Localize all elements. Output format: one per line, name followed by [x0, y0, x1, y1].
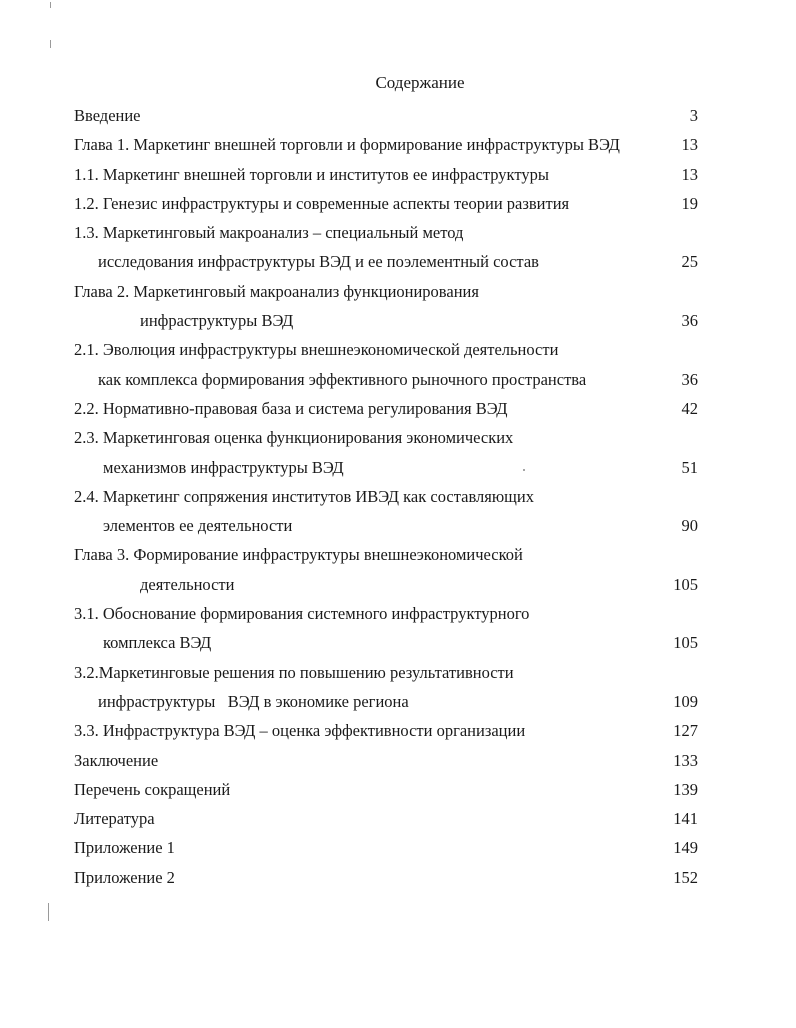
toc-entry-text: 2.2. Нормативно-правовая база и система регулирования ВЭД: [74, 398, 508, 418]
toc-entry-page: 127: [673, 721, 698, 741]
toc-entry: [74, 863, 698, 892]
toc-entry-text: механизмов инфраструктуры ВЭД: [103, 457, 344, 477]
scan-mark-top-2: [50, 40, 51, 48]
toc-entry-page: 141: [673, 809, 698, 829]
toc-entry: [74, 716, 698, 745]
toc-entry-text: комплекса ВЭД: [103, 633, 212, 653]
toc-entry-text: Введение: [74, 106, 141, 125]
toc-entry: [74, 189, 698, 218]
toc-entry: [74, 746, 698, 775]
toc-entry-text: 1.3. Маркетинговый макроанализ – специальный метод: [74, 223, 464, 243]
toc-entry-page: 105: [673, 574, 698, 594]
toc-entry: [74, 335, 698, 364]
toc-entry-text: Глава 3. Формирование инфраструктуры внешнеэкономической: [74, 545, 523, 565]
toc-entry-text: 1.2. Генезис инфраструктуры и современные аспекты теории развития: [74, 193, 570, 213]
toc-entry-text: инфраструктуры ВЭД: [140, 311, 294, 331]
toc-entry-page: 13: [681, 135, 698, 155]
toc-entry: [74, 628, 698, 657]
toc-entry: [74, 423, 698, 452]
toc-entry-text: Приложение 1: [74, 838, 175, 858]
toc-entry-text: 3.2.Маркетинговые решения по повышению результативности: [74, 662, 514, 682]
toc-entry-text: 2.1. Эволюция инфраструктуры внешнеэкономической деятельности: [74, 340, 559, 360]
scan-mark-top: [50, 2, 51, 8]
toc-entry-page: 152: [673, 867, 698, 887]
toc-entry-text: 2.3. Маркетинговая оценка функционирования экономических: [74, 428, 514, 448]
toc-entry: [74, 277, 698, 306]
toc-entry: [74, 658, 698, 687]
toc-title: Содержание: [375, 73, 465, 92]
toc-entry: [74, 482, 698, 511]
toc-entry: [74, 833, 698, 862]
toc-entry-page: 19: [681, 193, 698, 213]
toc-entry-text: Глава 2. Маркетинговый макроанализ функционирования: [74, 281, 479, 301]
toc-entry: [74, 570, 698, 599]
toc-entry: [74, 394, 698, 423]
toc-entry-text: как комплекса формирования эффективного рыночного пространства: [98, 369, 587, 389]
toc-entry-page: 13: [681, 164, 698, 184]
toc-entry: [74, 101, 698, 130]
toc-entry-text: исследования инфраструктуры ВЭД и ее поэлементный состав: [98, 252, 539, 272]
toc-entry: [74, 540, 698, 569]
toc-entry-page: 90: [681, 516, 698, 536]
toc-entry: [74, 775, 698, 804]
toc-entry: [74, 687, 698, 716]
toc-entry-text: деятельности: [140, 574, 235, 594]
toc-entry-text: Глава 1. Маркетинг внешней торговли и формирование инфраструктуры ВЭД: [74, 135, 620, 155]
toc-entry-text: Приложение 2: [74, 867, 175, 887]
toc-entry: [74, 130, 698, 159]
toc-entry: [74, 218, 698, 247]
toc-entry-text: Литература: [74, 809, 155, 829]
toc-entry-page: 139: [673, 779, 698, 799]
toc-entry: [74, 247, 698, 276]
toc-entry-text: Перечень сокращений: [74, 779, 231, 799]
toc-entry-text: 2.4. Маркетинг сопряжения институтов ИВЭД как составляющих: [74, 486, 534, 506]
toc-entry-page: 25: [681, 252, 698, 272]
toc-entry-text: 3.1. Обоснование формирования системного инфраструктурного: [74, 604, 530, 624]
toc-entry: [74, 365, 698, 394]
toc-entry: [74, 804, 698, 833]
toc-entry-page: 36: [681, 369, 698, 389]
toc-entry: [74, 511, 698, 540]
toc-entry-page: 51: [681, 457, 698, 477]
toc-entry-page: 42: [681, 398, 698, 418]
table-of-contents: [74, 101, 698, 892]
toc-entry-text: Заключение: [74, 750, 159, 770]
toc-entry-page: 149: [673, 838, 698, 858]
toc-entry-page: 109: [673, 691, 698, 711]
toc-entry-page: 3: [689, 106, 698, 125]
scan-speck: [523, 469, 525, 471]
toc-entry: [74, 306, 698, 335]
toc-entry: [74, 599, 698, 628]
toc-entry: [74, 453, 698, 482]
toc-entry-page: 133: [673, 750, 698, 770]
toc-entry-text: элементов ее деятельности: [103, 516, 293, 536]
toc-entry-text: инфраструктуры ВЭД в экономике региона: [98, 691, 409, 711]
toc-entry-text: 1.1. Маркетинг внешней торговли и институтов ее инфраструктуры: [74, 164, 549, 184]
toc-entry: [74, 160, 698, 189]
toc-entry-page: 105: [673, 633, 698, 653]
scan-mark-bottom: [48, 903, 49, 921]
toc-entry-text: 3.3. Инфраструктура ВЭД – оценка эффективности организации: [74, 721, 526, 741]
toc-entry-page: 36: [681, 311, 698, 331]
